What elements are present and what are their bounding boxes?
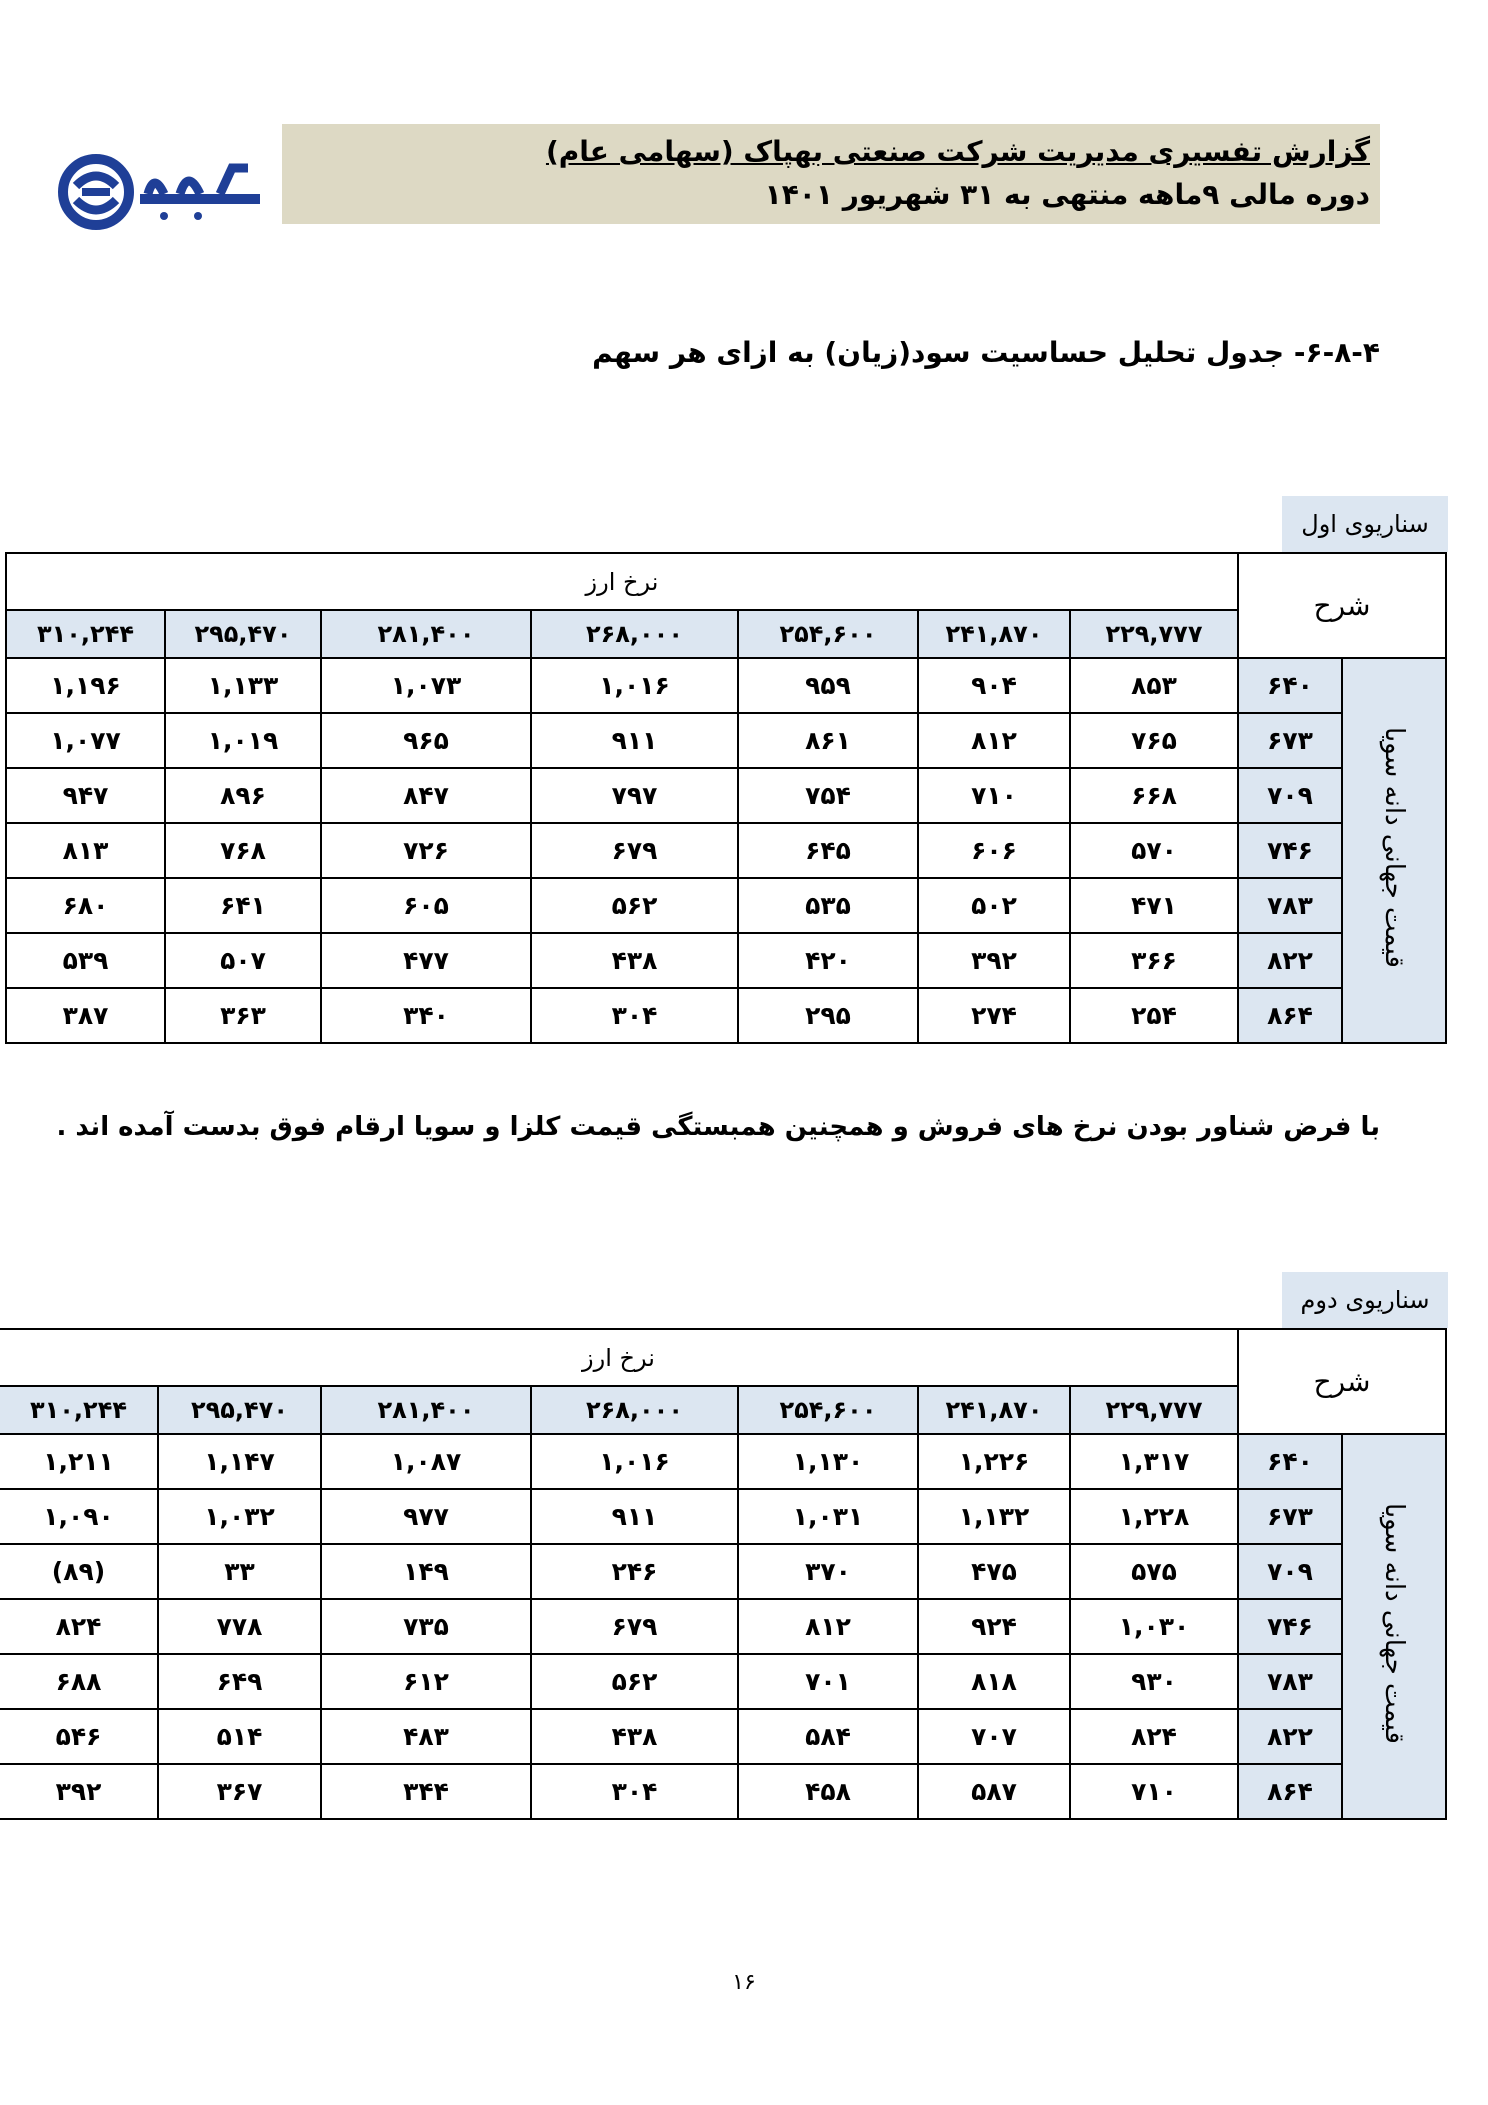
eps-value-cell: ۵۰۷ xyxy=(165,933,321,988)
table-row xyxy=(0,1544,1446,1599)
eps-value-cell: ۵۶۲ xyxy=(531,1654,738,1709)
eps-value-cell: ۸۱۳ xyxy=(6,823,165,878)
eps-value-cell: ۵۸۴ xyxy=(738,1709,918,1764)
eps-value-cell: ۳۹۲ xyxy=(918,933,1070,988)
rate-cell: ۲۴۱,۸۷۰ xyxy=(918,610,1070,658)
table-row xyxy=(0,1764,1446,1819)
report-title: گزارش تفسیری مدیریت شرکت صنعتی بهپاک (سهامی عام) xyxy=(545,135,1370,168)
table-row xyxy=(6,658,1446,713)
eps-value-cell: ۲۹۵ xyxy=(738,988,918,1043)
rate-cell: ۲۶۸,۰۰۰ xyxy=(531,610,738,658)
soybean-price-cell: ۶۷۳ xyxy=(1238,1489,1342,1544)
page-number: ۱۶ xyxy=(732,1970,756,1995)
table-row xyxy=(6,933,1446,988)
eps-value-cell: ۵۰۲ xyxy=(918,878,1070,933)
eps-value-cell: ۱,۰۳۰ xyxy=(1070,1599,1238,1654)
eps-value-cell: ۹۶۵ xyxy=(321,713,531,768)
eps-value-cell: ۷۶۵ xyxy=(1070,713,1238,768)
soybean-price-cell: ۶۷۳ xyxy=(1238,713,1342,768)
soybean-price-cell: ۸۶۴ xyxy=(1238,1764,1342,1819)
eps-value-cell: ۴۷۷ xyxy=(321,933,531,988)
eps-value-cell: ۷۷۸ xyxy=(158,1599,321,1654)
eps-value-cell: ۵۱۴ xyxy=(158,1709,321,1764)
bahpak-logo xyxy=(52,148,268,236)
eps-value-cell: ۵۳۵ xyxy=(738,878,918,933)
eps-value-cell: ۱,۲۲۶ xyxy=(918,1434,1070,1489)
eps-value-cell: ۸۱۲ xyxy=(738,1599,918,1654)
eps-value-cell: ۸۶۱ xyxy=(738,713,918,768)
soybean-price-cell: ۷۰۹ xyxy=(1238,1544,1342,1599)
eps-value-cell: ۳۰۴ xyxy=(531,988,738,1043)
rate-cell: ۲۸۱,۴۰۰ xyxy=(321,610,531,658)
table-row xyxy=(6,768,1446,823)
soybean-price-cell: ۶۴۰ xyxy=(1238,658,1342,713)
section-title: ۶-۸-۴- جدول تحلیل حساسیت سود(زیان) به ازای هر سهم xyxy=(592,336,1380,369)
eps-value-cell: ۱,۰۹۰ xyxy=(0,1489,158,1544)
table-row xyxy=(6,823,1446,878)
rate-cell: ۲۶۸,۰۰۰ xyxy=(531,1386,738,1434)
eps-value-cell: ۵۴۶ xyxy=(0,1709,158,1764)
report-header xyxy=(282,124,1380,224)
eps-value-cell: ۱,۰۱۶ xyxy=(531,658,738,713)
eps-value-cell: ۱,۱۴۷ xyxy=(158,1434,321,1489)
eps-value-cell: ۴۲۰ xyxy=(738,933,918,988)
eps-value-cell: ۱,۲۱۱ xyxy=(0,1434,158,1489)
eps-value-cell: ۱,۳۱۷ xyxy=(1070,1434,1238,1489)
eps-value-cell: ۱,۰۱۶ xyxy=(531,1434,738,1489)
eps-value-cell: ۲۵۴ xyxy=(1070,988,1238,1043)
eps-value-cell: ۸۹۶ xyxy=(165,768,321,823)
eps-value-cell: ۹۰۴ xyxy=(918,658,1070,713)
table-row xyxy=(6,988,1446,1043)
eps-value-cell: ۱۴۹ xyxy=(321,1544,531,1599)
eps-value-cell: ۳۷۰ xyxy=(738,1544,918,1599)
eps-value-cell: ۸۱۸ xyxy=(918,1654,1070,1709)
eps-value-cell: ۲۷۴ xyxy=(918,988,1070,1043)
eps-value-cell: ۴۷۱ xyxy=(1070,878,1238,933)
eps-value-cell: ۸۲۴ xyxy=(1070,1709,1238,1764)
eps-value-cell: ۴۳۸ xyxy=(531,933,738,988)
rate-cell: ۲۹۵,۴۷۰ xyxy=(158,1386,321,1434)
eps-value-cell: ۸۵۳ xyxy=(1070,658,1238,713)
eps-value-cell: ۷۱۰ xyxy=(1070,1764,1238,1819)
eps-value-cell: ۶۴۱ xyxy=(165,878,321,933)
soybean-price-cell: ۷۴۶ xyxy=(1238,823,1342,878)
eps-value-cell: ۷۶۸ xyxy=(165,823,321,878)
exchange-rate-header: نرخ ارز xyxy=(0,1329,1238,1386)
rate-cell: ۲۴۱,۸۷۰ xyxy=(918,1386,1070,1434)
eps-value-cell: ۷۵۴ xyxy=(738,768,918,823)
rate-cell: ۲۲۹,۷۷۷ xyxy=(1070,1386,1238,1434)
eps-value-cell: ۷۲۶ xyxy=(321,823,531,878)
eps-value-cell: ۹۱۱ xyxy=(531,713,738,768)
eps-value-cell: ۴۳۸ xyxy=(531,1709,738,1764)
eps-value-cell: ۸۱۲ xyxy=(918,713,1070,768)
eps-value-cell: ۵۶۲ xyxy=(531,878,738,933)
eps-value-cell: ۳۴۰ xyxy=(321,988,531,1043)
eps-value-cell: ۱,۰۷۷ xyxy=(6,713,165,768)
soybean-price-cell: ۶۴۰ xyxy=(1238,1434,1342,1489)
table-row xyxy=(0,1599,1446,1654)
eps-value-cell: ۹۱۱ xyxy=(531,1489,738,1544)
assumption-note: با فرض شناور بودن نرخ های فروش و همچنین همبستگی قیمت کلزا و سویا ارقام فوق بدست آمده اند . xyxy=(56,1112,1380,1142)
eps-value-cell: ۱,۲۲۸ xyxy=(1070,1489,1238,1544)
soybean-price-label-cell xyxy=(1342,1434,1446,1819)
rate-cell: ۲۵۴,۶۰۰ xyxy=(738,610,918,658)
eps-value-cell: ۳۴۴ xyxy=(321,1764,531,1819)
table-row xyxy=(0,1709,1446,1764)
table-row xyxy=(0,1489,1446,1544)
eps-value-cell: ۱,۰۱۹ xyxy=(165,713,321,768)
eps-value-cell: ۴۵۸ xyxy=(738,1764,918,1819)
table-row xyxy=(0,1434,1446,1489)
eps-value-cell: ۹۲۴ xyxy=(918,1599,1070,1654)
rate-cell: ۳۱۰,۲۴۴ xyxy=(0,1386,158,1434)
scenario-1-label: سناریوی اول xyxy=(1282,496,1448,552)
eps-value-cell: ۹۷۷ xyxy=(321,1489,531,1544)
soybean-price-cell: ۸۲۲ xyxy=(1238,933,1342,988)
eps-value-cell: ۹۴۷ xyxy=(6,768,165,823)
sensitivity-table-scenario-1 xyxy=(5,552,1447,1044)
soybean-price-label-cell xyxy=(1342,658,1446,1043)
eps-value-cell: ۶۰۵ xyxy=(321,878,531,933)
report-period: دوره مالی ۹ماهه منتهی به ۳۱ شهریور ۱۴۰۱ xyxy=(764,178,1370,211)
soybean-price-label: قیمت جهانی دانه سویا xyxy=(1379,727,1409,968)
eps-value-cell: ۶۶۸ xyxy=(1070,768,1238,823)
eps-value-cell: ۹۵۹ xyxy=(738,658,918,713)
eps-value-cell: ۴۸۳ xyxy=(321,1709,531,1764)
rate-cell: ۲۹۵,۴۷۰ xyxy=(165,610,321,658)
exchange-rate-header: نرخ ارز xyxy=(6,553,1238,610)
rate-cell: ۲۵۴,۶۰۰ xyxy=(738,1386,918,1434)
table-row xyxy=(0,1654,1446,1709)
eps-value-cell: ۶۸۰ xyxy=(6,878,165,933)
eps-value-cell: ۴۷۵ xyxy=(918,1544,1070,1599)
eps-value-cell: ۶۴۹ xyxy=(158,1654,321,1709)
eps-value-cell: ۶۸۸ xyxy=(0,1654,158,1709)
eps-value-cell: ۱,۱۳۲ xyxy=(918,1489,1070,1544)
rates-row xyxy=(6,610,1446,658)
rates-row xyxy=(0,1386,1446,1434)
sensitivity-table-scenario-2 xyxy=(0,1328,1447,1820)
soybean-price-cell: ۸۶۴ xyxy=(1238,988,1342,1043)
eps-value-cell: ۷۳۵ xyxy=(321,1599,531,1654)
eps-value-cell: ۱,۰۳۲ xyxy=(158,1489,321,1544)
eps-value-cell: ۶۴۵ xyxy=(738,823,918,878)
rate-cell: ۳۱۰,۲۴۴ xyxy=(6,610,165,658)
eps-value-cell: ۳۶۳ xyxy=(165,988,321,1043)
soybean-price-cell: ۷۸۳ xyxy=(1238,1654,1342,1709)
eps-value-cell: ۳۸۷ xyxy=(6,988,165,1043)
rate-cell: ۲۸۱,۴۰۰ xyxy=(321,1386,531,1434)
eps-value-cell: ۹۳۰ xyxy=(1070,1654,1238,1709)
scenario-2-label: سناریوی دوم xyxy=(1282,1272,1448,1328)
description-header: شرح xyxy=(1238,1329,1446,1434)
table-row xyxy=(6,713,1446,768)
eps-value-cell: ۳۶۶ xyxy=(1070,933,1238,988)
eps-value-cell: ۶۰۶ xyxy=(918,823,1070,878)
eps-value-cell: ۱,۱۳۰ xyxy=(738,1434,918,1489)
eps-value-cell: ۷۹۷ xyxy=(531,768,738,823)
eps-value-cell: ۵۷۰ xyxy=(1070,823,1238,878)
eps-value-cell: ۱,۱۹۶ xyxy=(6,658,165,713)
eps-value-cell: ۵۷۵ xyxy=(1070,1544,1238,1599)
eps-value-cell: ۵۳۹ xyxy=(6,933,165,988)
eps-value-cell: ۳۹۲ xyxy=(0,1764,158,1819)
eps-value-cell: ۱,۰۸۷ xyxy=(321,1434,531,1489)
soybean-price-label: قیمت جهانی دانه سویا xyxy=(1379,1503,1409,1744)
eps-value-cell: ۷۰۷ xyxy=(918,1709,1070,1764)
eps-value-cell: ۱,۱۳۳ xyxy=(165,658,321,713)
eps-value-cell: ۷۰۱ xyxy=(738,1654,918,1709)
eps-value-cell: ۷۱۰ xyxy=(918,768,1070,823)
eps-value-cell: ۶۱۲ xyxy=(321,1654,531,1709)
eps-value-cell: ۳۳ xyxy=(158,1544,321,1599)
eps-value-cell: (۸۹) xyxy=(0,1544,158,1599)
table-row xyxy=(6,878,1446,933)
eps-value-cell: ۱,۰۷۳ xyxy=(321,658,531,713)
soybean-price-cell: ۷۰۹ xyxy=(1238,768,1342,823)
rate-cell: ۲۲۹,۷۷۷ xyxy=(1070,610,1238,658)
soybean-price-cell: ۷۴۶ xyxy=(1238,1599,1342,1654)
eps-value-cell: ۸۴۷ xyxy=(321,768,531,823)
soybean-price-cell: ۷۸۳ xyxy=(1238,878,1342,933)
eps-value-cell: ۳۰۴ xyxy=(531,1764,738,1819)
description-header: شرح xyxy=(1238,553,1446,658)
eps-value-cell: ۱,۰۳۱ xyxy=(738,1489,918,1544)
eps-value-cell: ۲۴۶ xyxy=(531,1544,738,1599)
eps-value-cell: ۸۲۴ xyxy=(0,1599,158,1654)
eps-value-cell: ۶۷۹ xyxy=(531,823,738,878)
soybean-price-cell: ۸۲۲ xyxy=(1238,1709,1342,1764)
eps-value-cell: ۵۸۷ xyxy=(918,1764,1070,1819)
eps-value-cell: ۳۶۷ xyxy=(158,1764,321,1819)
eps-value-cell: ۶۷۹ xyxy=(531,1599,738,1654)
